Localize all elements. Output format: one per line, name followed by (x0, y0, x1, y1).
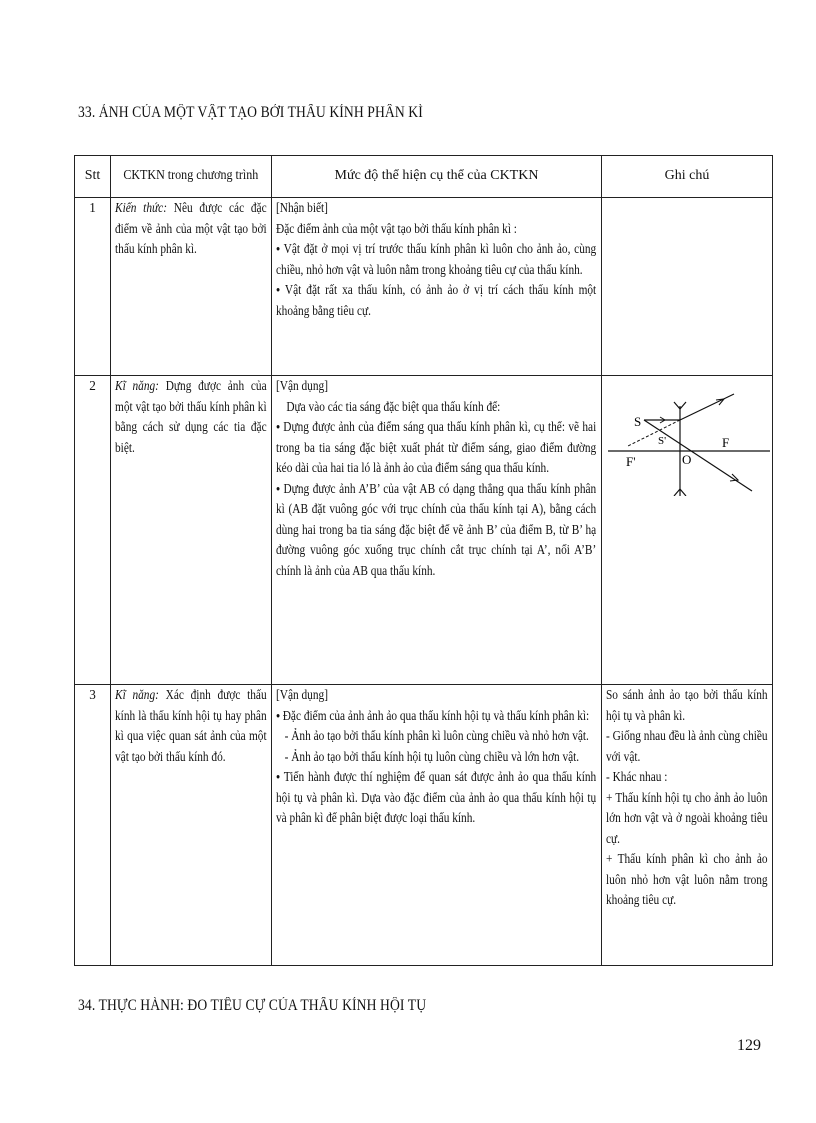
page-number: 129 (737, 1037, 761, 1054)
table-row (75, 376, 773, 685)
level-tag: [Vận dụng] (276, 378, 328, 393)
section-34-title: 34. THỰC HÀNH: ĐO TIÊU CỰ CỦA THẤU KÍNH HỘI TỤ (78, 997, 427, 1014)
list-item: ● Dựng được ảnh A’B’ của vật AB có dạng thẳng qua thấu kính phân kì (AB đặt vuông góc với trục chính của thấu kính tại A), bằng cách dùng hai trong ba tia sáng đặc biệt để vẽ ảnh B’ của điểm B, từ B’ hạ đường vuông góc xuống trục chính cắt trục chính tại A’, nối A’B’ chính là ảnh của AB qua thấu kính. (276, 479, 596, 582)
level-tag: [Vận dụng] (276, 687, 328, 702)
row-stt: 3 (75, 685, 111, 966)
header-stt: Stt (75, 156, 111, 198)
list-item: ● Tiến hành được thí nghiệm để quan sát được ảnh ảo qua thấu kính hội tụ và phân kì. Dựa vào đặc điểm của ảnh ảo qua thấu kính hội tụ và phân kì để phân biệt được loại thấu kính. (276, 767, 596, 829)
label-s-prime: S' (658, 435, 667, 447)
table-row (75, 198, 773, 376)
list-item: ● Dựng được ảnh của điểm sáng qua thấu kính phân kì, cụ thể: vẽ hai trong ba tia sáng đặc biệt xuất phát từ điểm sáng, giao điểm đường kéo dài của hai tia ló là ảnh ảo của điểm sáng qua thấu kính. (276, 417, 596, 479)
cktkn-table (74, 155, 773, 966)
row-cktkn: Kiến thức: Nêu được các đặc điểm về ảnh của một vật tạo bởi thấu kính phân kì. (111, 198, 272, 376)
list-item: ● Đặc điểm của ảnh ảnh ảo qua thấu kính hội tụ và thấu kính phân kì: (276, 706, 596, 727)
section-33-title: 33. ẢNH CỦA MỘT VẬT TẠO BỞI THẤU KÍNH PHÂN KÌ (78, 104, 423, 121)
row-note (602, 198, 773, 376)
row-cktkn: Kĩ năng: Dựng được ảnh của một vật tạo bởi thấu kính phân kì bằng cách sử dụng các tia đặc biệt. (111, 376, 272, 685)
label-o: O (682, 452, 692, 467)
row-level-detail: [Vận dụng] ● Đặc điểm của ảnh ảnh ảo qua thấu kính hội tụ và thấu kính phân kì: - Ảnh ảo tạo bởi thấu kính phân kì luôn cùng chiều và nhỏ hơn vật. - Ảnh ảo tạo bởi thấu kính hội tụ luôn cùng chiều và lớn hơn vật. ● Tiến hành được thí nghiệm để quan sát được ảnh ảo qua thấu kính hội tụ và phân kì. Dựa vào đặc điểm của ảnh ảo qua thấu kính hội tụ và phân kì để phân biệt được loại thấu kính. (272, 685, 602, 966)
list-item: ● Vật đặt rất xa thấu kính, có ảnh ảo ở vị trí cách thấu kính một khoảng bằng tiêu cự. (276, 280, 596, 321)
label-s: S (634, 414, 642, 429)
table-row (75, 685, 773, 966)
row-level-detail: [Nhận biết] Đặc điểm ảnh của một vật tạo bởi thấu kính phân kì : ● Vật đặt ở mọi vị trí trước thấu kính phân kì luôn cho ảnh ảo, cùng chiều, nhỏ hơn vật và luôn nằm trong khoảng tiêu cự của thấu kính. ● Vật đặt rất xa thấu kính, có ảnh ảo ở vị trí cách thấu kính một khoảng bằng tiêu cự. (272, 198, 602, 376)
row-stt: 2 (75, 376, 111, 685)
label-f-prime: F' (626, 454, 636, 469)
label-f: F (722, 435, 730, 450)
row-level-detail: [Vận dụng] Dựa vào các tia sáng đặc biệt qua thấu kính để: ● Dựng được ảnh của điểm sáng qua thấu kính phân kì, cụ thể: vẽ hai trong ba tia sáng đặc biệt xuất phát từ điểm sáng, giao điểm đường kéo dài của hai tia ló là ảnh ảo của điểm sáng qua thấu kính. ● Dựng được ảnh A’B’ của vật AB có dạng thẳng qua thấu kính phân kì (AB đặt vuông góc với trục chính của thấu kính tại A), bằng cách dùng hai trong ba tia sáng đặc biệt để vẽ ảnh B’ của điểm B, từ B’ hạ đường vuông góc xuống trục chính cắt trục chính tại A’, nối A’B’ chính là ảnh của AB qua thấu kính. (272, 376, 602, 685)
row-note: So sánh ảnh ảo tạo bởi thấu kính hội tụ và phân kì. - Giống nhau đều là ảnh cùng chiều với vật. - Khác nhau : + Thấu kính hội tụ cho ảnh ảo luôn lớn hơn vật và ở ngoài khoảng tiêu cự. + Thấu kính phân kì cho ảnh ảo luôn nhỏ hơn vật luôn nằm trong khoảng tiêu cự. (602, 685, 773, 966)
header-level: Mức độ thể hiện cụ thể của CKTKN (272, 156, 602, 198)
header-cktkn: CKTKN trong chương trình (111, 156, 272, 198)
row-stt: 1 (75, 198, 111, 376)
diverging-lens-ray-diagram (602, 376, 773, 496)
row-note-diagram (602, 376, 773, 685)
list-item: ● Vật đặt ở mọi vị trí trước thấu kính phân kì luôn cho ảnh ảo, cùng chiều, nhỏ hơn vật và luôn nằm trong khoảng tiêu cự của thấu kính. (276, 239, 596, 280)
row-cktkn: Kĩ năng: Xác định được thấu kính là thấu kính hội tụ hay phân kì qua việc quan sát ảnh của một vật tạo bởi thấu kính đó. (111, 685, 272, 966)
header-note: Ghi chú (602, 156, 773, 198)
table-header-row (75, 156, 773, 198)
level-tag: [Nhận biết] (276, 200, 328, 215)
